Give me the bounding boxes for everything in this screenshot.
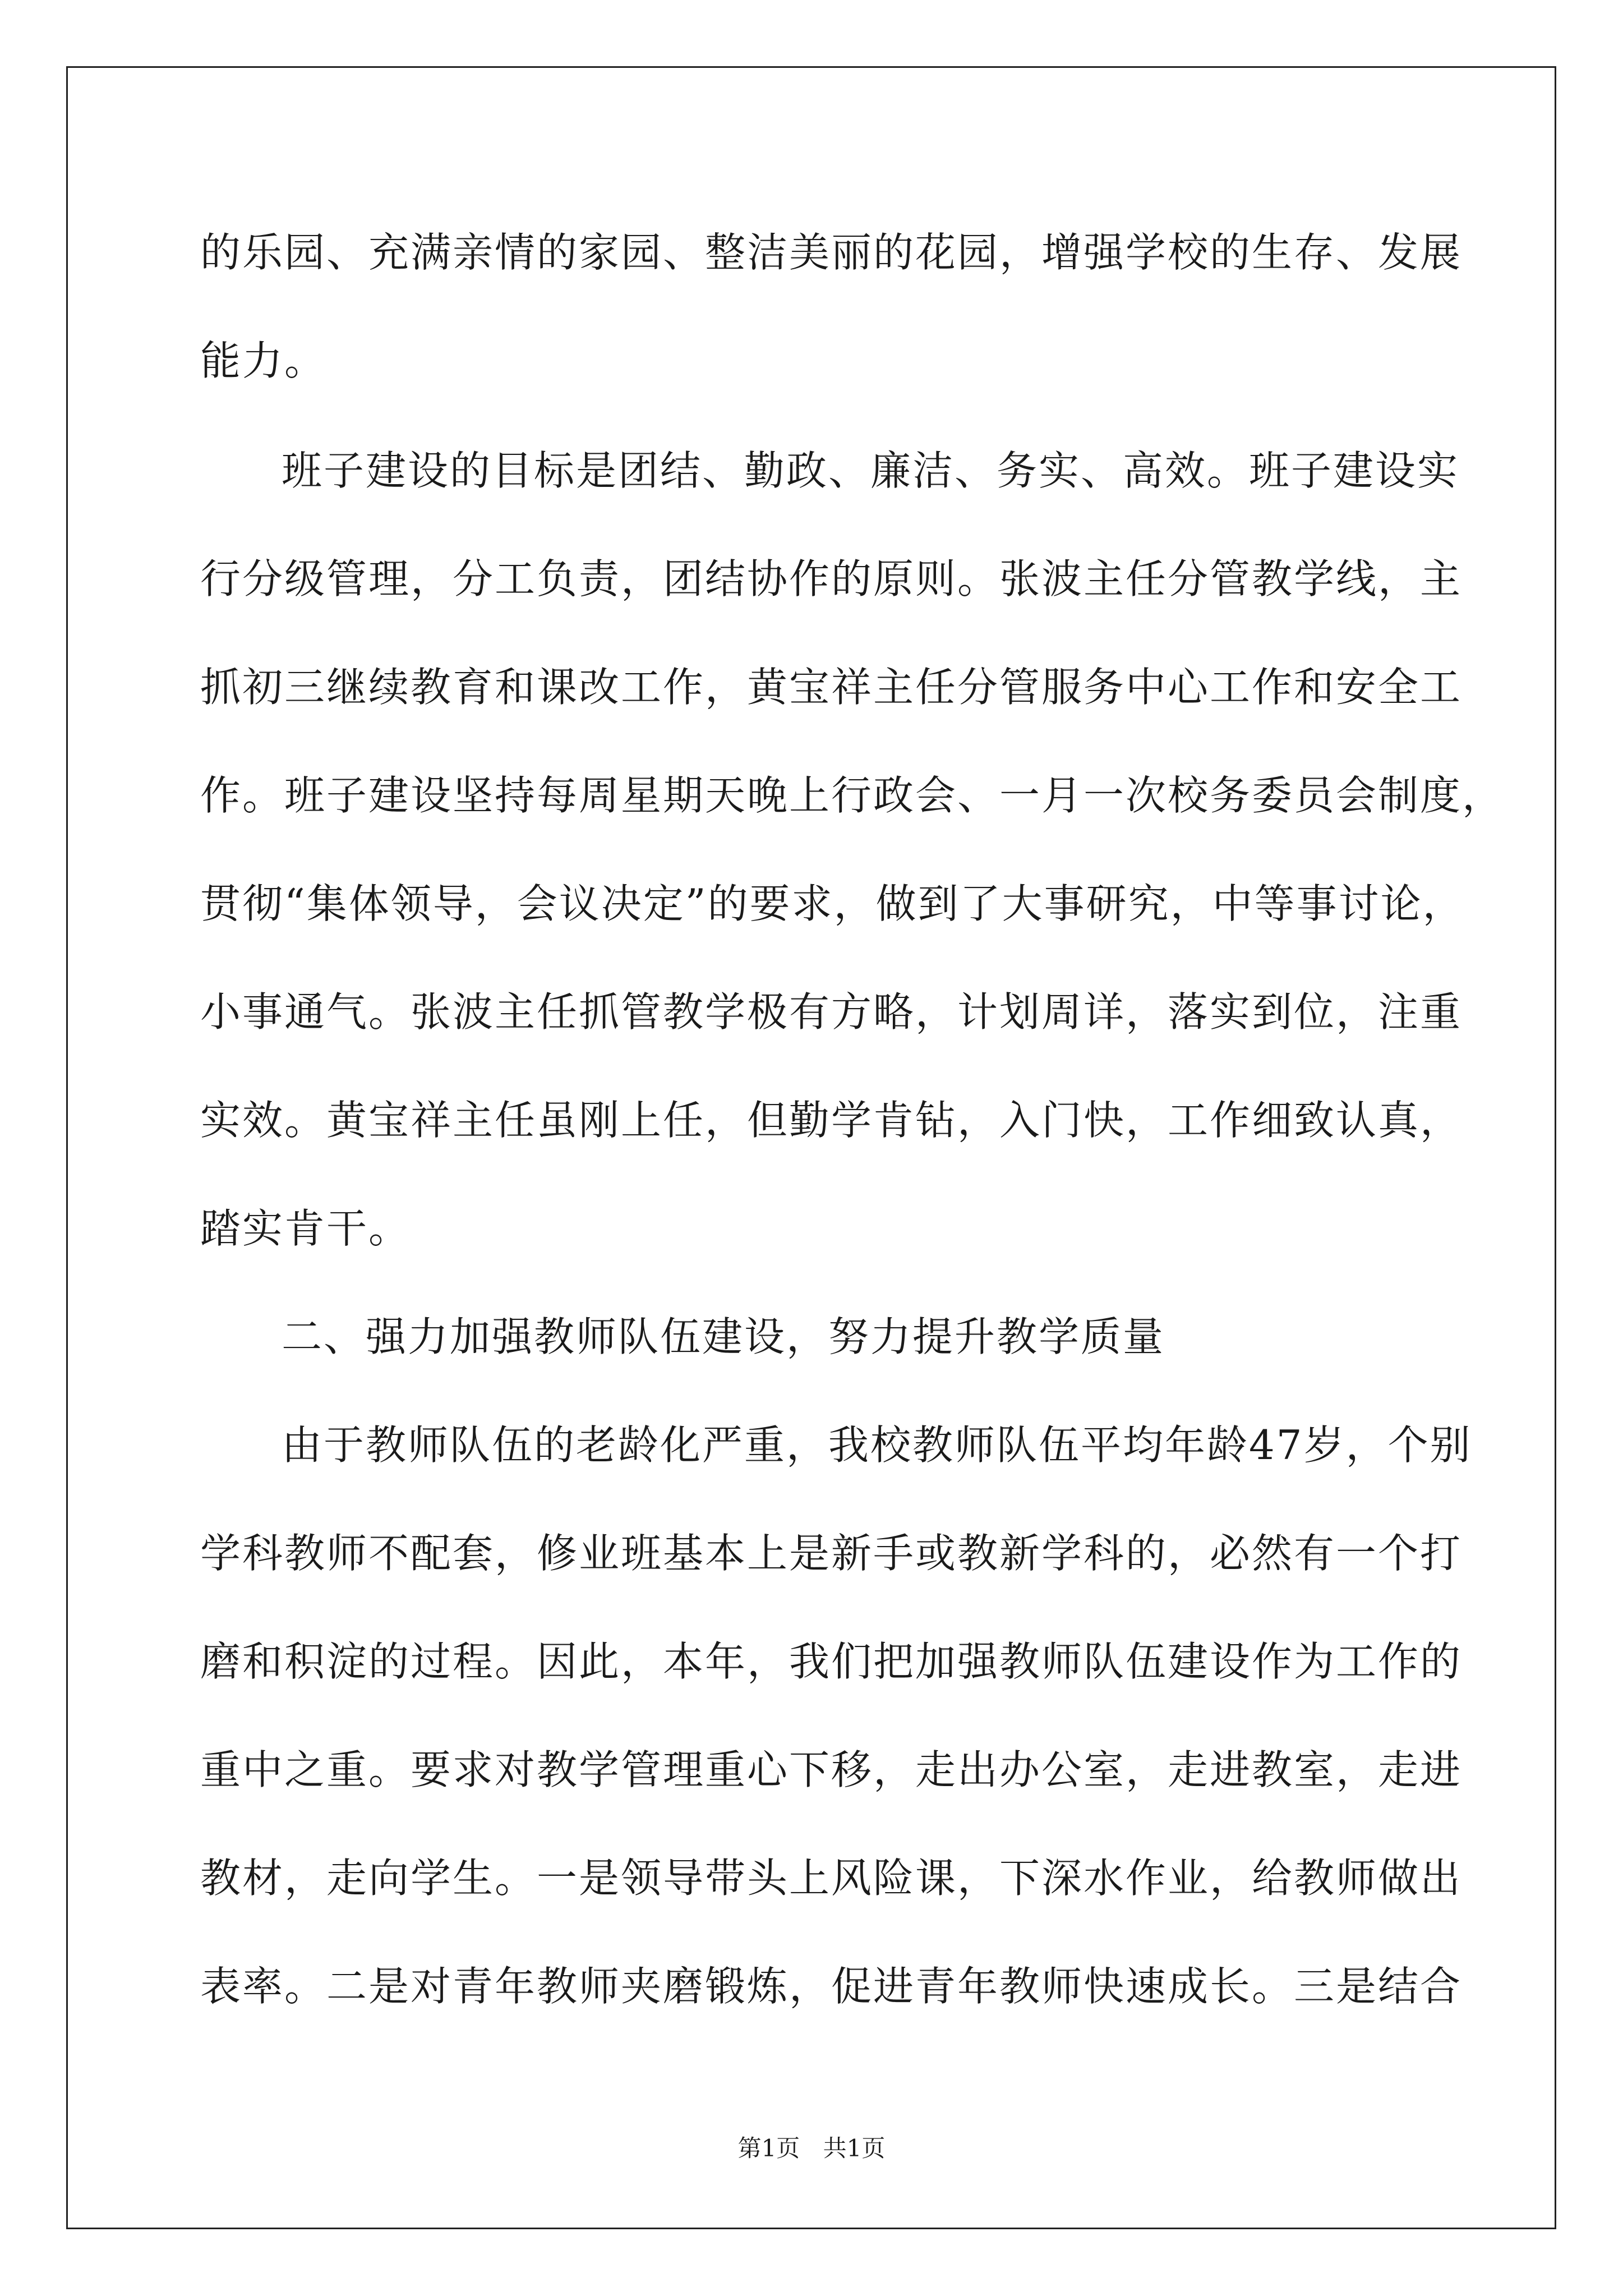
- text-line: 能力。: [200, 337, 327, 384]
- text-line: 作。班子建设坚持每周星期天晚上行政会、一月一次校务委员会制度，: [200, 772, 1505, 819]
- paragraph-start-line: 由于教师队伍的老龄化严重，我校教师队伍平均年龄47岁，个别: [282, 1421, 1472, 1469]
- page-footer: [0, 2132, 1623, 2165]
- section-heading: 二、强力加强教师队伍建设，努力提升教学质量: [282, 1313, 1165, 1360]
- text-line: 行分级管理，分工负责，团结协作的原则。张波主任分管教学线，主: [200, 555, 1463, 602]
- page-border: [66, 66, 1556, 2229]
- text-line: 贯彻“集体领导，会议决定”的要求，做到了大事研究，中等事讨论，: [200, 880, 1465, 927]
- text-line: 的乐园、充满亲情的家园、整洁美丽的花园，增强学校的生存、发展: [200, 229, 1463, 276]
- text-line: 踏实肯干。: [200, 1205, 411, 1252]
- text-line: 小事通气。张波主任抓管教学极有方略，计划周详，落实到位，注重: [200, 988, 1463, 1036]
- text-line: 实效。黄宝祥主任虽刚上任，但勤学肯钻，入门快，工作细致认真，: [200, 1097, 1463, 1144]
- text-line: 学科教师不配套，修业班基本上是新手或教新学科的，必然有一个打: [200, 1530, 1463, 1577]
- text-line: 磨和积淀的过程。因此，本年，我们把加强教师队伍建设作为工作的: [200, 1638, 1463, 1685]
- page-number: 第1页: [737, 2134, 800, 2162]
- text-line: 抓初三继续教育和课改工作，黄宝祥主任分管服务中心工作和安全工: [200, 664, 1463, 711]
- text-line: 重中之重。要求对教学管理重心下移，走出办公室，走进教室，走进: [200, 1746, 1463, 1793]
- text-line: 表率。二是对青年教师夹磨锻炼，促进青年教师快速成长。三是结合: [200, 1963, 1463, 2010]
- text-line: 教材，走向学生。一是领导带头上风险课，下深水作业，给教师做出: [200, 1855, 1463, 1902]
- paragraph-start-line: 班子建设的目标是团结、勤政、廉洁、务实、高效。班子建设实: [282, 447, 1460, 494]
- page-total: 共1页: [823, 2134, 886, 2162]
